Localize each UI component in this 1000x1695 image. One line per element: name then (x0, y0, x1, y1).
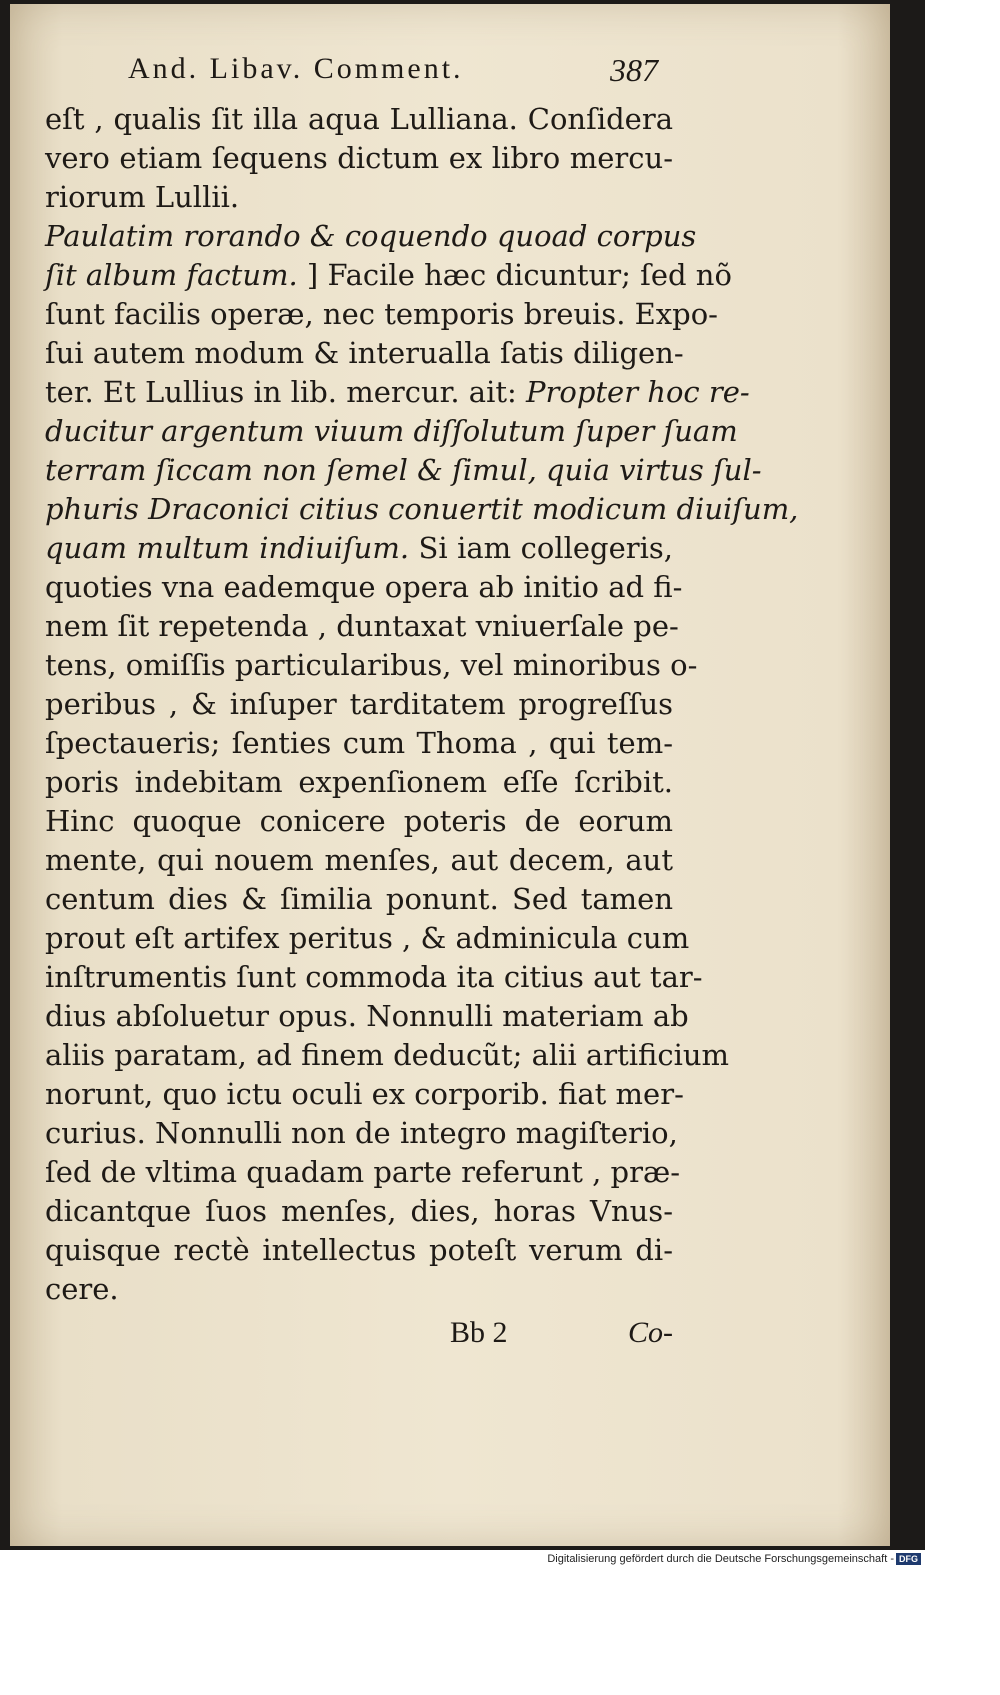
text-line (45, 451, 762, 490)
text-line (45, 529, 673, 568)
line-text: ſunt facilis operæ, nec temporis breuis. Expo- (45, 297, 718, 331)
text-line (45, 880, 673, 919)
text-line (45, 802, 673, 841)
running-title: And. Libav. Comment. (128, 52, 464, 85)
text-line (45, 1231, 673, 1270)
text-line (45, 763, 673, 802)
text-line (45, 178, 673, 217)
body-text (45, 100, 799, 1309)
line-text: norunt, quo ictu oculi ex corporib. fiat mer- (45, 1077, 684, 1111)
text-line (45, 646, 698, 685)
text-line (45, 295, 718, 334)
text-line (45, 100, 673, 139)
text-line (45, 724, 673, 763)
text-line (45, 1192, 673, 1231)
text-line (45, 841, 673, 880)
text-line (45, 997, 689, 1036)
text-line (45, 373, 750, 412)
signature-mark: Bb 2 (450, 1316, 508, 1349)
line-text: ſui autem modum & interualla ſatis diligen- (45, 336, 684, 370)
text-line (45, 334, 684, 373)
line-text: Paulatim rorando & coquendo quoad corpus (45, 219, 697, 253)
text-line (45, 919, 690, 958)
line-text: nem ſit repetenda , duntaxat vniuerſale pe- (45, 609, 679, 643)
text-line (45, 1075, 684, 1114)
line-text: terram ſiccam non ſemel & ſimul, quia virtus ſul- (45, 453, 762, 487)
line-text: mente, qui nouem menſes, aut decem, aut (45, 843, 673, 877)
line-tail: Si iam collegeris, (409, 531, 673, 565)
line-tail: ] Facile hæc dicuntur; ſed nõ (297, 258, 732, 292)
text-line (45, 1153, 680, 1192)
digitization-credit (0, 1550, 925, 1568)
line-text: peribus , & inſuper tarditatem progreſſus (45, 687, 673, 721)
text-line (45, 1114, 678, 1153)
line-text: ſit album factum. (45, 258, 298, 292)
text-line (45, 217, 697, 256)
line-text: dius abſoluetur opus. Nonnulli materiam ab (45, 999, 689, 1033)
line-text: vero etiam ſequens dictum ex libro mercu- (45, 141, 673, 175)
text-line (45, 256, 732, 295)
line-text: aliis paratam, ad finem deducũt; alii artificium (45, 1038, 730, 1072)
line-text: tens, omiſſis particularibus, vel minoribus o- (45, 648, 698, 682)
text-line (45, 607, 679, 646)
line-text: quam multum indiuiſum. (45, 531, 410, 565)
line-text: ſpectaueris; ſenties cum Thoma , qui tem- (45, 726, 673, 760)
line-text: curius. Nonnulli non de integro magiſterio, (45, 1116, 678, 1150)
book-page (10, 4, 890, 1546)
text-line (45, 1270, 673, 1309)
line-text: quoties vna eademque opera ab initio ad fi- (45, 570, 683, 604)
line-text: quisque rectè intellectus poteſt verum di- (45, 1233, 673, 1267)
line-text: dicantque ſuos menſes, dies, horas Vnus- (45, 1194, 673, 1228)
line-text: phuris Draconici citius conuertit modicum diuiſum, (45, 492, 799, 526)
text-line (45, 412, 738, 451)
line-text: prout eſt artifex peritus , & adminicula cum (45, 921, 690, 955)
line-text: centum dies & ſimilia ponunt. Sed tamen (45, 882, 673, 916)
line-text: cere. (45, 1272, 119, 1306)
line-text: poris indebitam expenſionem eſſe ſcribit. (45, 765, 673, 799)
text-line (45, 139, 673, 178)
line-text: Hinc quoque conicere poteris de eorum (45, 804, 673, 838)
text-line (45, 490, 799, 529)
catchword: Co- (628, 1316, 673, 1349)
text-line (45, 1036, 730, 1075)
text-line (45, 568, 683, 607)
credit-text: Digitalisierung gefördert durch die Deutsche Forschungsgemeinschaft - (547, 1553, 894, 1565)
line-text: ſed de vltima quadam parte referunt , præ- (45, 1155, 680, 1189)
line-text: ter. Et Lullius in lib. mercur. ait: (45, 375, 526, 409)
line-text: eſt , qualis ſit illa aqua Lulliana. Conſidera (45, 102, 673, 136)
line-text: ducitur argentum viuum diſſolutum ſuper ſuam (45, 414, 738, 448)
page-number: 387 (610, 52, 658, 88)
line-tail-italic: Propter hoc re- (526, 375, 750, 409)
text-line (45, 685, 673, 724)
line-text: inſtrumentis ſunt commoda ita citius aut tar- (45, 960, 703, 994)
dfg-logo: DFG (896, 1553, 921, 1565)
text-line (45, 958, 703, 997)
line-text: riorum Lullii. (45, 180, 240, 214)
